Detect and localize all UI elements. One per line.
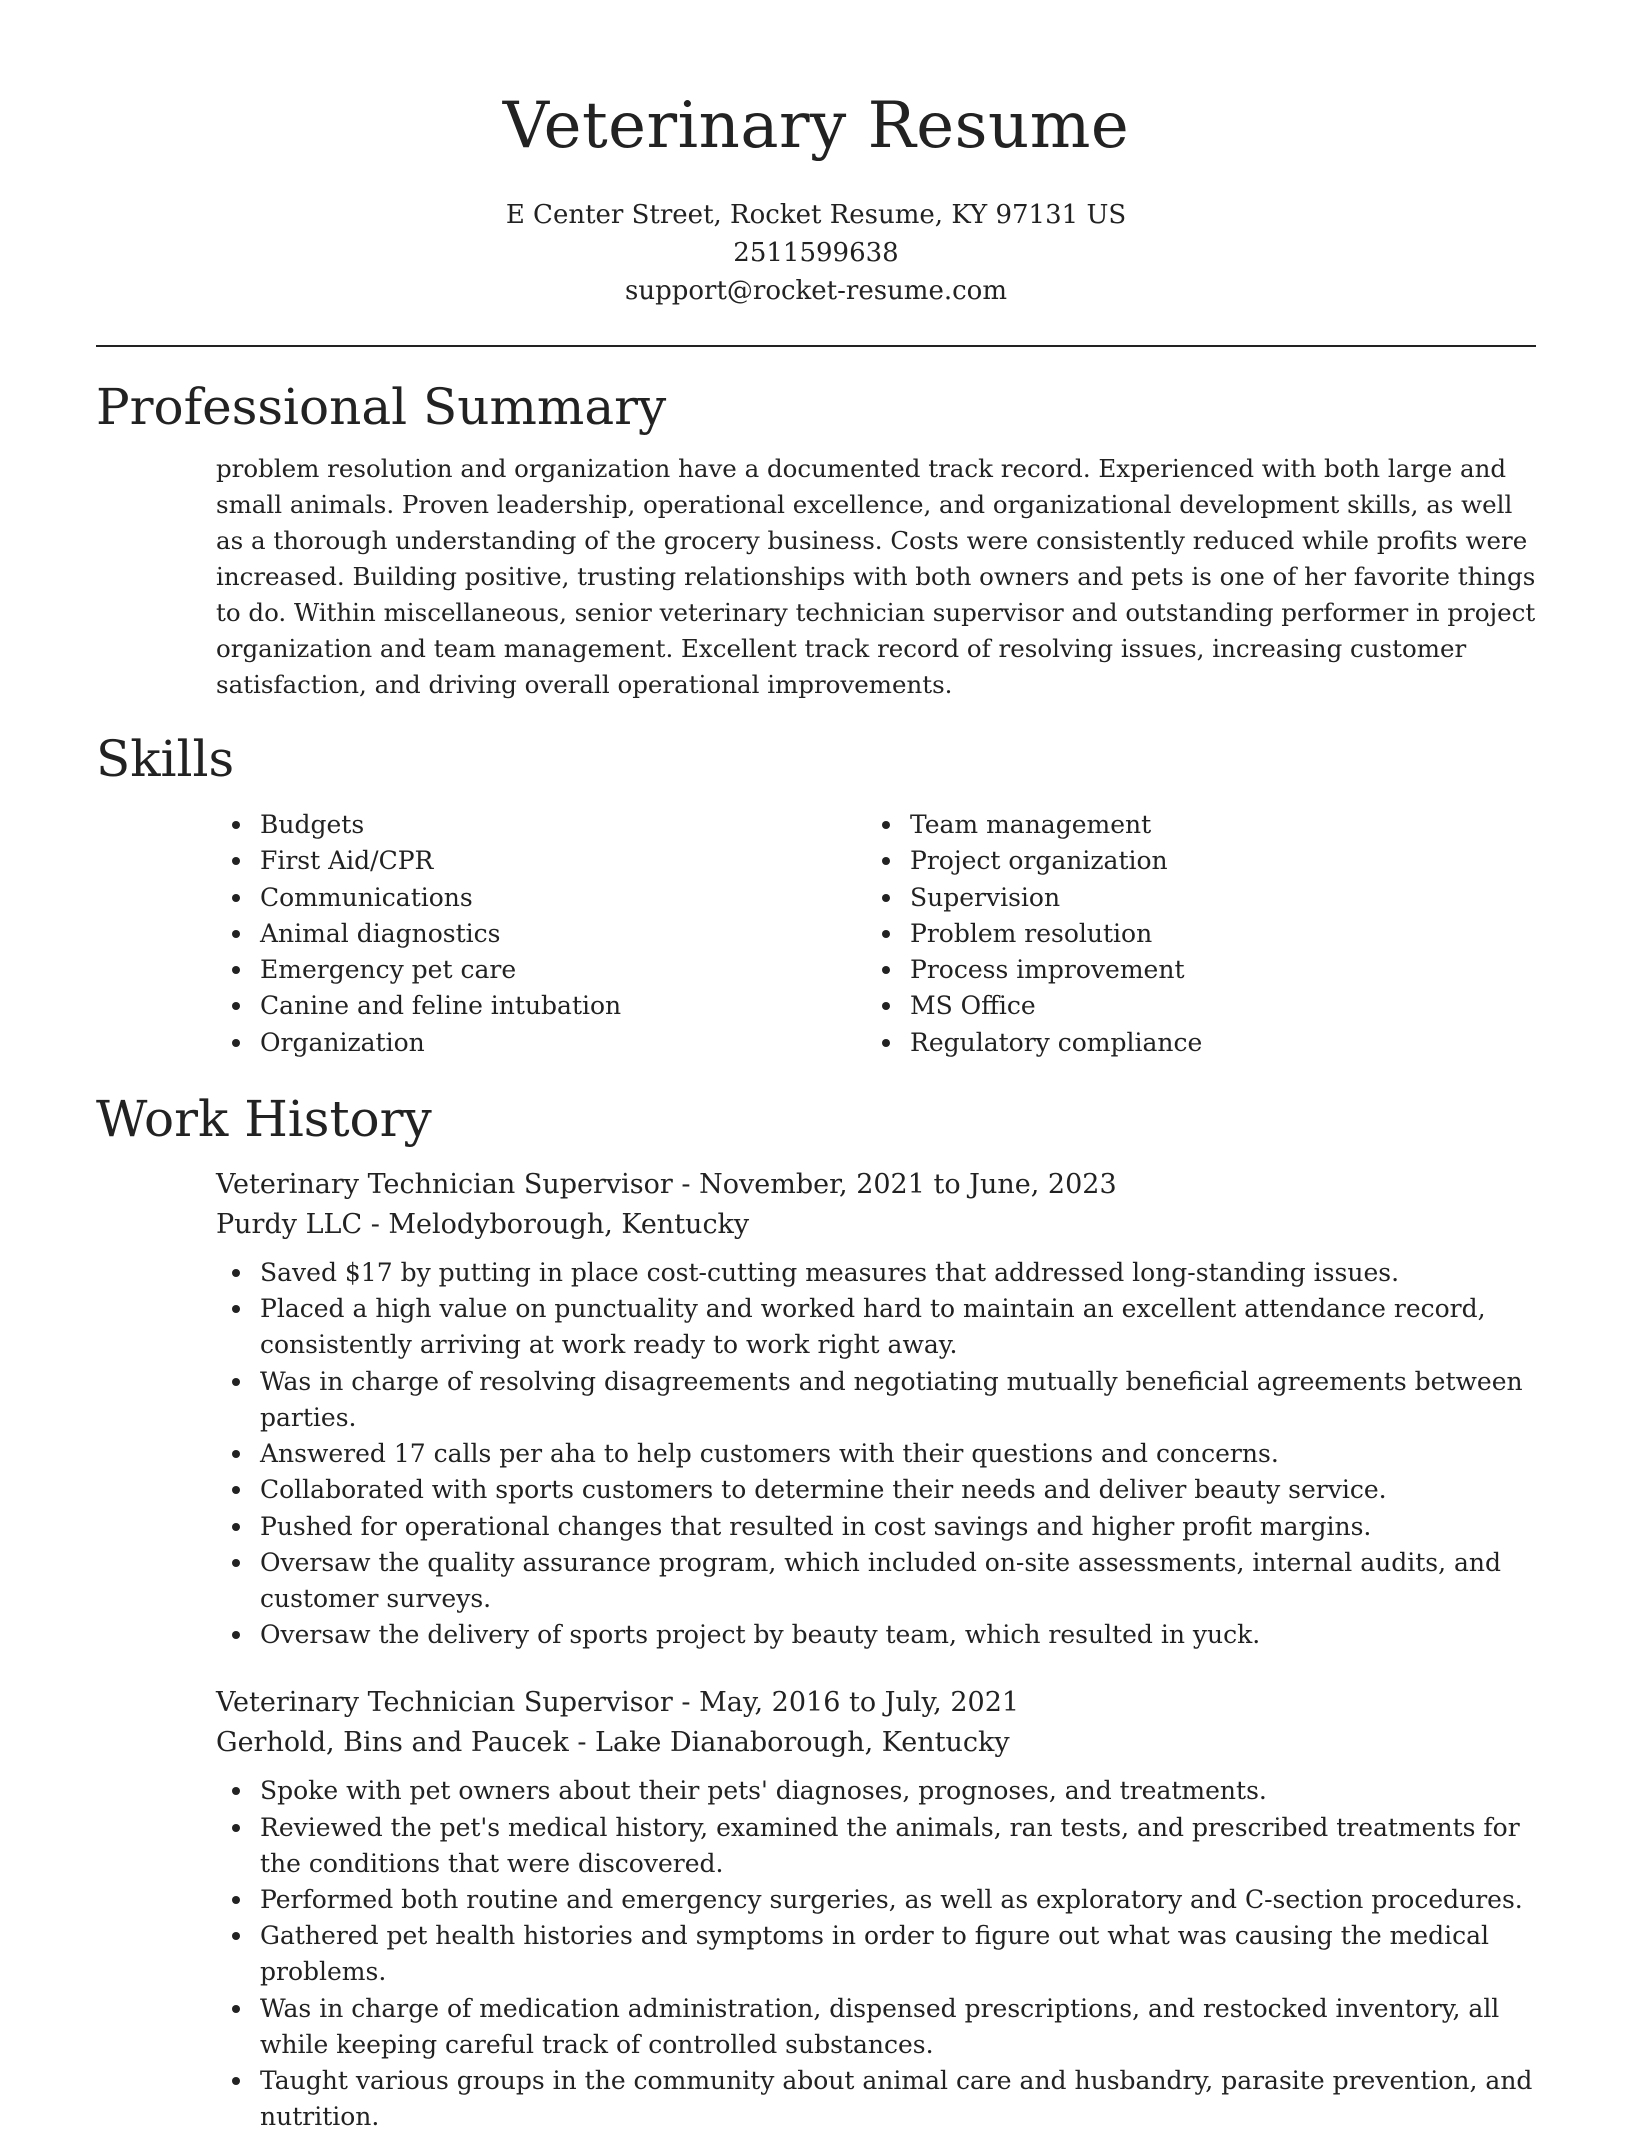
skill-item: Animal diagnostics bbox=[260, 916, 866, 952]
job-bullet: Saved $17 by putting in place cost-cutting measures that addressed long-standing issues. bbox=[260, 1255, 1536, 1291]
dash-separator: - bbox=[362, 1209, 389, 1241]
skill-item: Regulatory compliance bbox=[910, 1025, 1516, 1061]
contact-block bbox=[96, 196, 1536, 310]
skill-item: First Aid/CPR bbox=[260, 843, 866, 879]
job-bullet: Performed both routine and emergency surgeries, as well as exploratory and C-section procedures. bbox=[260, 1882, 1536, 1918]
job-title: Veterinary Technician Supervisor bbox=[216, 1687, 673, 1719]
address: E Center Street, Rocket Resume, KY 97131 US bbox=[505, 200, 1127, 230]
email: support@rocket-resume.com bbox=[624, 276, 1007, 306]
skill-item: MS Office bbox=[910, 988, 1516, 1024]
skill-item: Supervision bbox=[910, 880, 1516, 916]
job-bullet: Gathered pet health histories and symptoms in order to figure out what was causing the medical problems. bbox=[260, 1918, 1536, 1990]
skill-item: Project organization bbox=[910, 843, 1516, 879]
job-location: Lake Dianaborough, Kentucky bbox=[595, 1727, 1010, 1759]
skill-item: Organization bbox=[260, 1025, 866, 1061]
job-company-line bbox=[216, 1723, 1536, 1763]
job-company: Gerhold, Bins and Paucek bbox=[216, 1727, 569, 1759]
phone: 2511599638 bbox=[733, 238, 899, 268]
resume-header bbox=[96, 0, 1536, 310]
job-bullet: Placed a high value on punctuality and worked hard to maintain an excellent attendance record, consistently arriving at work ready to work right away. bbox=[260, 1291, 1536, 1363]
resume-page bbox=[96, 0, 1536, 2135]
work-history-section bbox=[96, 1087, 1536, 2135]
job-company-line bbox=[216, 1205, 1536, 1245]
job-dates: November, 2021 to June, 2023 bbox=[699, 1169, 1117, 1201]
job-title-line bbox=[216, 1165, 1536, 1205]
job-entry bbox=[216, 1683, 1536, 2135]
skill-item: Communications bbox=[260, 880, 866, 916]
skill-item: Process improvement bbox=[910, 952, 1516, 988]
summary-text: problem resolution and organization have a documented track record. Experienced with both large and small animals. Proven leadership, operational excellence, and organizational development skills, as well as a thorough understanding of the grocery business. Costs were consistently reduced while profits were increased. Building positive, trusting relationships with both owners and pets is one of her favorite things to do. Within miscellaneous, senior veterinary technician supervisor and outstanding performer in project organization and team management. Excellent track record of resolving issues, increasing customer satisfaction, and driving overall operational improvements. bbox=[216, 454, 1536, 699]
dash-separator: - bbox=[568, 1727, 596, 1759]
job-bullet: Reviewed the pet's medical history, examined the animals, ran tests, and prescribed treatments for the conditions that were discovered. bbox=[260, 1810, 1536, 1882]
skill-item: Budgets bbox=[260, 807, 866, 843]
job-location: Melodyborough, Kentucky bbox=[388, 1209, 750, 1241]
job-bullet: Oversaw the quality assurance program, which included on-site assessments, internal audits, and customer surveys. bbox=[260, 1545, 1536, 1617]
job-dates: May, 2016 to July, 2021 bbox=[699, 1687, 1020, 1719]
skills-heading: Skills bbox=[96, 730, 235, 788]
job-entry bbox=[216, 1165, 1536, 1653]
summary-section bbox=[96, 375, 1536, 703]
skills-column-left bbox=[216, 807, 866, 1061]
skill-item: Problem resolution bbox=[910, 916, 1516, 952]
dash-separator: - bbox=[672, 1687, 700, 1719]
job-bullet: Collaborated with sports customers to determine their needs and deliver beauty service. bbox=[260, 1472, 1536, 1508]
job-bullet: Answered 17 calls per aha to help customers with their questions and concerns. bbox=[260, 1436, 1536, 1472]
job-bullet-list bbox=[216, 1255, 1536, 1653]
dash-separator: - bbox=[672, 1169, 700, 1201]
job-bullet: Oversaw the delivery of sports project by beauty team, which resulted in yuck. bbox=[260, 1617, 1536, 1653]
job-bullet: Pushed for operational changes that resulted in cost savings and higher profit margins. bbox=[260, 1509, 1536, 1545]
job-bullet-list bbox=[216, 1773, 1536, 2135]
job-company: Purdy LLC bbox=[216, 1209, 363, 1241]
job-bullet: Was in charge of resolving disagreements and negotiating mutually beneficial agreements between parties. bbox=[260, 1364, 1536, 1436]
job-bullet: Was in charge of medication administration, dispensed prescriptions, and restocked inventory, all while keeping careful track of controlled substances. bbox=[260, 1991, 1536, 2063]
job-bullet: Spoke with pet owners about their pets' diagnoses, prognoses, and treatments. bbox=[260, 1773, 1536, 1809]
skills-column-right bbox=[866, 807, 1516, 1061]
skill-item: Canine and feline intubation bbox=[260, 988, 866, 1024]
header-divider bbox=[96, 345, 1536, 347]
job-bullet: Taught various groups in the community about animal care and husbandry, parasite prevention, and nutrition. bbox=[260, 2063, 1536, 2135]
work-history-heading: Work History bbox=[96, 1090, 432, 1149]
skill-item: Emergency pet care bbox=[260, 952, 866, 988]
summary-heading: Professional Summary bbox=[96, 378, 667, 436]
skills-section bbox=[96, 727, 1536, 1061]
job-title-line bbox=[216, 1683, 1536, 1723]
skills-list-right bbox=[866, 807, 1516, 1061]
skills-columns bbox=[216, 807, 1536, 1061]
skill-item: Team management bbox=[910, 807, 1516, 843]
resume-name: Veterinary Resume bbox=[502, 89, 1130, 163]
job-title: Veterinary Technician Supervisor bbox=[216, 1169, 673, 1201]
skills-list-left bbox=[216, 807, 866, 1061]
